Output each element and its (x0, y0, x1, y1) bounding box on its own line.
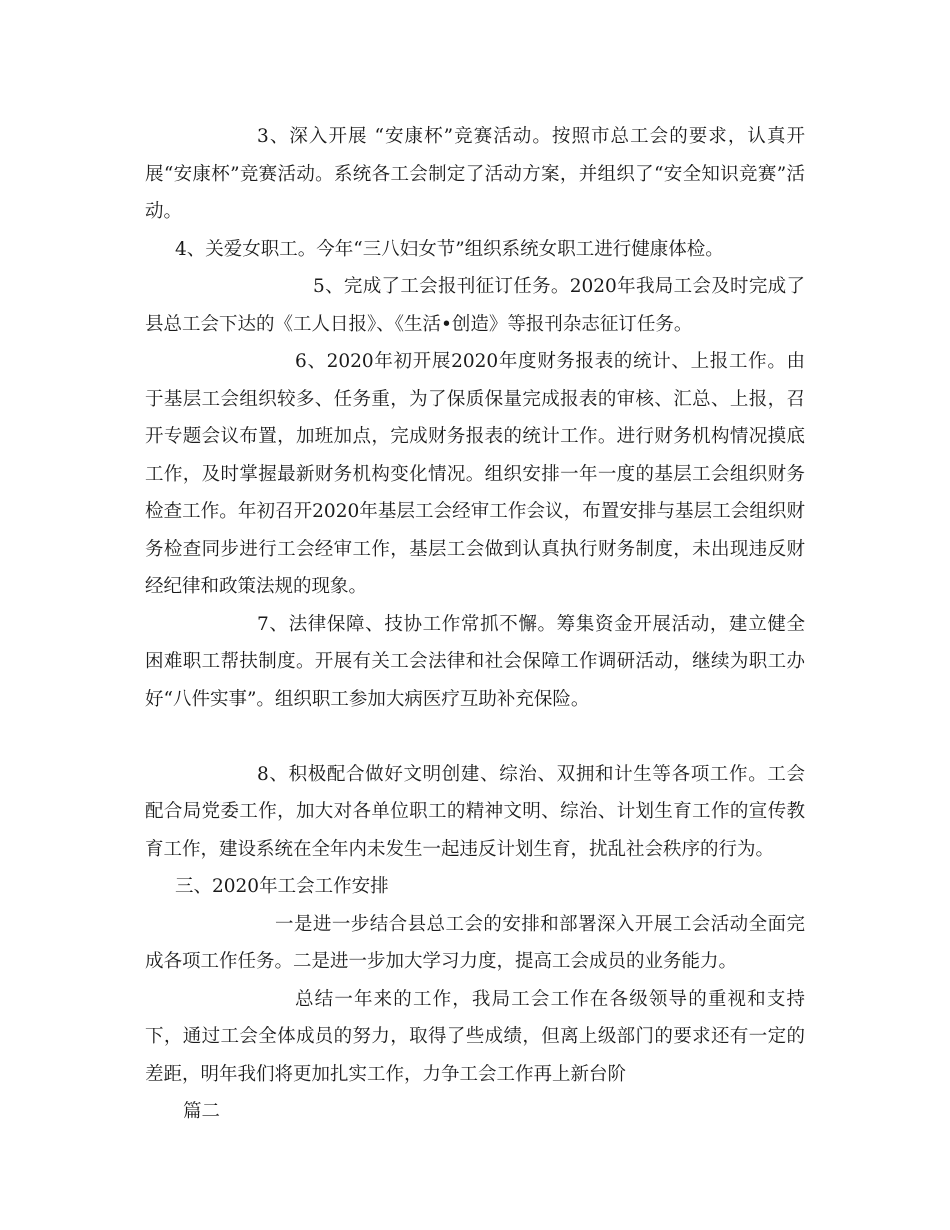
paragraph-item-7: 7、法律保障、技协工作常抓不懈。筹集资金开展活动，建立健全困难职工帮扶制度。开展有关工会法律和社会保障工作调研活动，继续为职工办好“八件实事”。组织职工参加大病医疗互助补充保险。 (145, 613, 805, 710)
paragraph-gap (145, 718, 805, 756)
paragraph-item-3: 3、深入开展 “安康杯”竞赛活动。按照市总工会的要求，认真开展“安康杯”竞赛活动。系统各工会制定了活动方案，并组织了“安全知识竞赛”活动。 (145, 126, 805, 222)
paragraph-summary: 总结一年来的工作，我局工会工作在各级领导的重视和支持下，通过工会全体成员的努力，取得了些成绩，但离上级部门的要求还有一定的差距，明年我们将更加扎实工作，力争工会工作再上新台阶 (145, 988, 805, 1085)
paragraph-item-8: 8、积极配合做好文明创建、综治、双拥和计生等各项工作。工会配合局党委工作，加大对各单位职工的精神文明、综治、计划生育工作的宣传教育工作，建设系统在全年内未发生一起违反计划生育，扰乱社会秩序的行为。 (145, 763, 805, 860)
part-two-heading: 篇二 (183, 1101, 221, 1122)
paragraph-plan: 一是进一步结合县总工会的安排和部署深入开展工会活动全面完成各项工作任务。二是进一步加大学习力度，提高工会成员的业务能力。 (145, 913, 805, 972)
section-heading-2020-plan: 三、2020年工会工作安排 (175, 876, 389, 897)
paragraph-item-6: 6、2020年初开展2020年度财务报表的统计、上报工作。由于基层工会组织较多、任务重，为了保质保量完成报表的审核、汇总、上报，召开专题会议布置，加班加点，完成财务报表的统计工作。进行财务机构情况摸底工作，及时掌握最新财务机构变化情况。组织安排一年一度的基层工会组织财务检查工作。年初召开2020年基层工会经审工作会议，布置安排与基层工会组织财务检查同步进行工会经审工作，基层工会做到认真执行财务制度，未出现违反财经纪律和政策法规的现象。 (145, 351, 805, 597)
paragraph-item-5: 5、完成了工会报刊征订任务。2020年我局工会及时完成了县总工会下达的《工人日报》、《生活•创造》等报刊杂志征订任务。 (145, 276, 805, 335)
document-body (145, 118, 805, 1131)
paragraph-item-4: 4、关爱女职工。今年“三八妇女节”组织系统女职工进行健康体检。 (175, 238, 724, 260)
